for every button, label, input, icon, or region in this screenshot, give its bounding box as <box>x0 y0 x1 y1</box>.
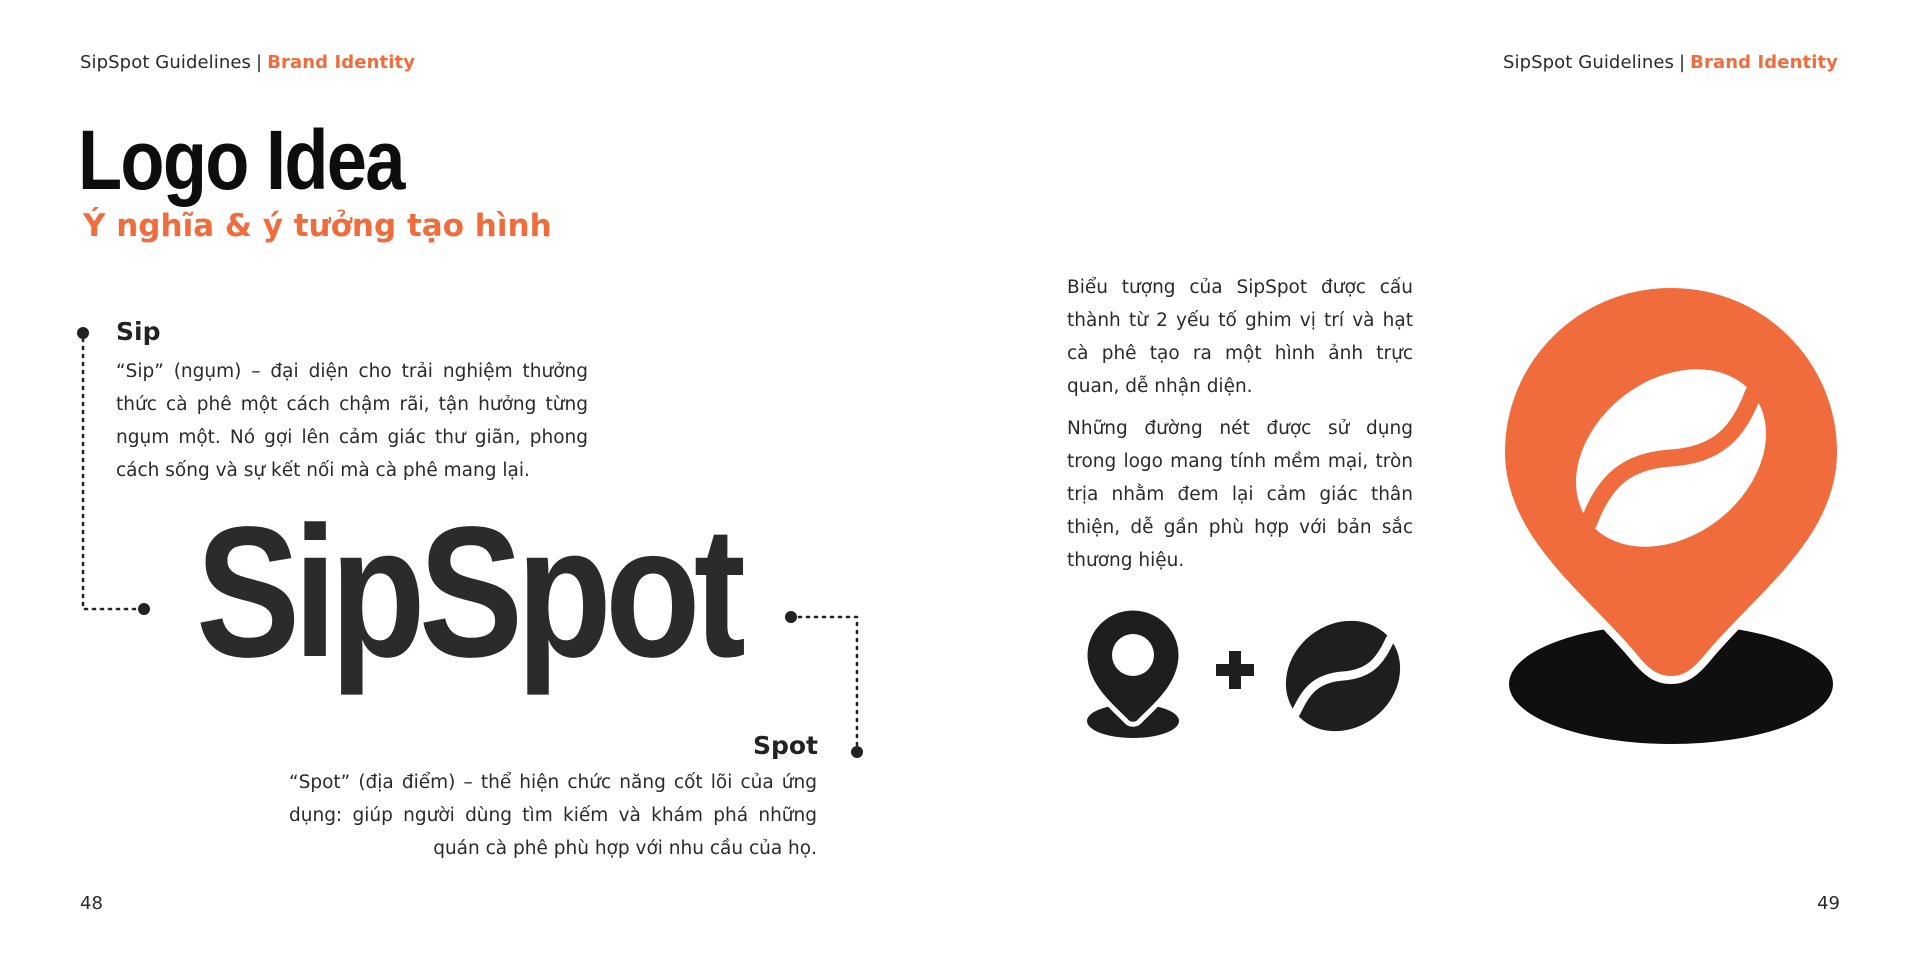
location-pin-icon <box>1075 605 1185 745</box>
guide-title: SipSpot Guidelines <box>80 52 252 73</box>
sip-connector-dot-top <box>77 327 89 339</box>
spot-heading: Spot <box>752 731 818 760</box>
plus-icon <box>1215 650 1255 690</box>
sip-description: “Sip” (ngụm) – đại diện cho trải nghiệm thưởng thức cà phê một cách chậm rãi, tận hưởng từng ngụm một. Nó gợi lên cảm giác thư giãn, phong cách sống và sự kết nối mà cà phê mang lại. <box>116 361 588 481</box>
header-separator: | <box>1679 52 1686 73</box>
section-label: Brand Identity <box>1690 52 1838 73</box>
spot-connector-dot-end <box>851 746 863 758</box>
sip-connector-dot-end <box>138 603 150 615</box>
page-number-right: 49 <box>1817 893 1840 914</box>
section-label: Brand Identity <box>267 52 416 73</box>
coffee-bean-icon <box>1283 616 1403 736</box>
spot-description: “Spot” (địa điểm) – thể hiện chức năng cốt lõi của ứng dụng: giúp người dùng tìm kiếm và khám phá những quán cà phê phù hợp với nhu cầu của họ. <box>289 772 817 859</box>
page-title: Logo Idea <box>78 113 404 207</box>
sip-heading: Sip <box>116 317 161 346</box>
header-separator: | <box>256 52 263 73</box>
logo-description-paragraph-1: Biểu tượng của SipSpot được cấu thành từ 2 yếu tố ghim vị trí và hạt cà phê tạo ra một hình ảnh trực quan, dễ nhận diện. <box>1067 277 1413 397</box>
logo-description-paragraph-2: Những đường nét được sử dụng trong logo mang tính mềm mại, tròn trịa nhằm đem lại cảm giác thân thiện, dễ gần phù hợp với bản sắc thương hiệu. <box>1067 418 1413 571</box>
page-number-left: 48 <box>80 893 103 914</box>
sipspot-logo-mark <box>1493 278 1849 750</box>
guide-title: SipSpot Guidelines <box>1502 52 1674 73</box>
sipspot-wordmark: SipSpot <box>196 489 740 696</box>
page-subtitle: Ý nghĩa & ý tưởng tạo hình <box>83 208 552 244</box>
